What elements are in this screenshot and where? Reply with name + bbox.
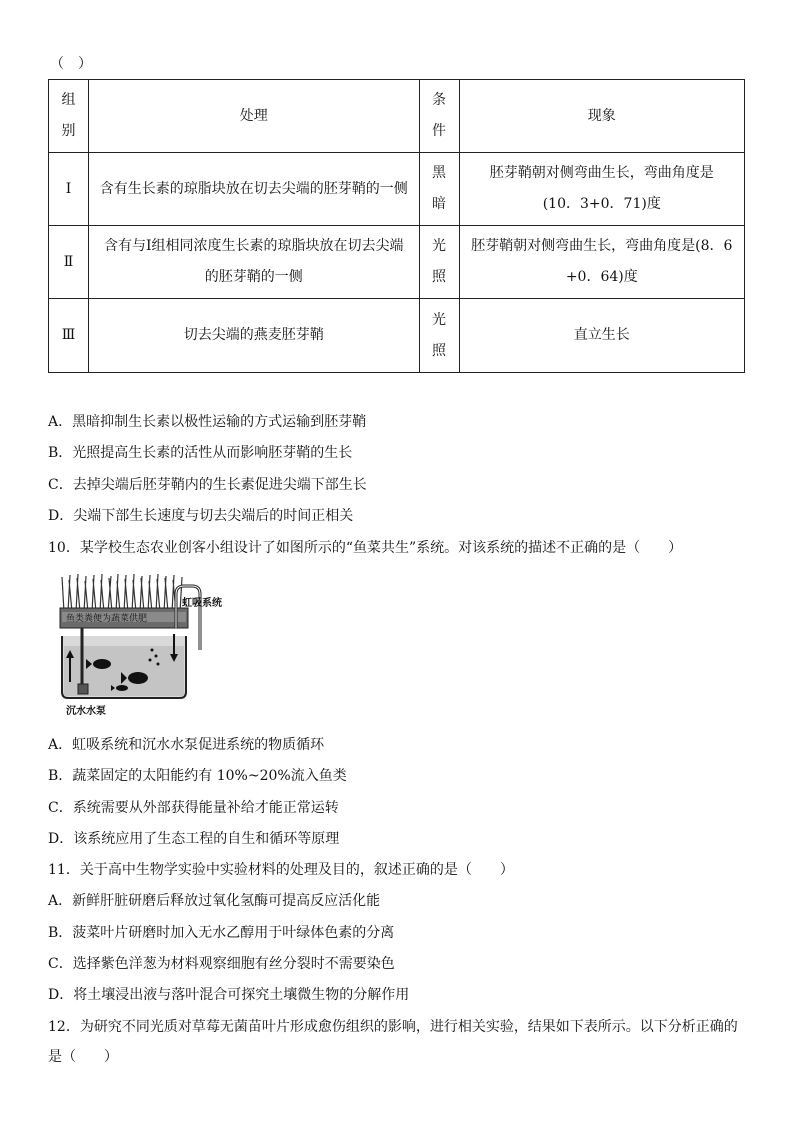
- phenomenon-cell: [459, 226, 744, 299]
- header-condition: 条件: [432, 92, 447, 139]
- aquaponics-figure: [56, 572, 236, 720]
- treatment-cell: 切去尖端的燕麦胚芽鞘: [89, 299, 419, 373]
- q10-option-a: A．虹吸系统和沉水水泵促进系统的物质循环: [48, 737, 325, 753]
- tray-label: 鱼类粪便为蔬菜供肥: [66, 614, 148, 624]
- phenomenon-cell: [459, 153, 744, 226]
- q12-stem-line-1: 12．为研究不同光质对草莓无菌苗叶片形成愈伤组织的影响，进行相关实验，结果如下表所示。以下分析正确的: [48, 1019, 738, 1035]
- table-header-row: [49, 80, 745, 153]
- q9-option-a: A．黑暗抑制生长素以极性运输的方式运输到胚芽鞘: [48, 414, 367, 430]
- table-row: [49, 153, 745, 226]
- q10-stem: 10．某学校生态农业创客小组设计了如图所示的“鱼菜共生”系统。对该系统的描述不正确的是（ ）: [48, 540, 683, 556]
- previous-question-answer-paren: （ ）: [50, 56, 92, 72]
- q10-option-c: C．系统需要从外部获得能量补给才能正常运转: [48, 800, 339, 816]
- treatment-line-2: 的胚芽鞘的一侧: [204, 269, 303, 285]
- submersible-pump: [78, 684, 88, 694]
- q11-option-d: D．将土壤浸出液与落叶混合可探究土壤微生物的分解作用: [48, 987, 410, 1003]
- q10-option-b: B．蔬菜固定的太阳能约有 10%~20%流入鱼类: [48, 768, 347, 784]
- q11-option-a: A．新鲜肝脏研磨后释放过氧化氢酶可提高反应活化能: [48, 893, 381, 909]
- group-cell: Ⅰ: [49, 153, 89, 226]
- condition-cell: 光照: [432, 311, 447, 359]
- header-treatment: 处理: [89, 80, 419, 153]
- q11-option-b: B．菠菜叶片研磨时加入无水乙醇用于叶绿体色素的分离: [48, 925, 395, 941]
- phenomenon-line-1: 胚芽鞘朝对侧弯曲生长，弯曲角度是: [489, 165, 714, 181]
- phenomenon-cell: 直立生长: [459, 299, 744, 373]
- siphon-label: 虹吸系统: [182, 598, 222, 609]
- q9-option-b: B．光照提高生长素的活性从而影响胚芽鞘的生长: [48, 445, 353, 461]
- table-row: [49, 299, 745, 373]
- header-phenomenon: 现象: [459, 80, 744, 153]
- table-row: [49, 226, 745, 299]
- pump-label: 沉水水泵: [66, 706, 106, 717]
- treatment-cell: [89, 226, 419, 299]
- vegetable-plants: [62, 574, 182, 612]
- condition-cell: 黑暗: [432, 165, 447, 212]
- q10-option-d: D．该系统应用了生态工程的自生和循环等原理: [48, 831, 340, 847]
- phenomenon-line-2: (10．3+0．71)度: [542, 196, 661, 212]
- group-cell: Ⅱ: [49, 226, 89, 299]
- treatment-cell: 含有生长素的琼脂块放在切去尖端的胚芽鞘的一侧: [89, 153, 419, 226]
- q11-option-c: C．选择紫色洋葱为材料观察细胞有丝分裂时不需要染色: [48, 956, 395, 972]
- q12-stem-line-2: 是（ ）: [48, 1049, 118, 1065]
- header-group: 组别: [61, 92, 76, 139]
- phenomenon-line-2: +0．64)度: [565, 269, 638, 285]
- condition-cell: 光照: [432, 238, 447, 285]
- treatment-line-1: 含有与Ⅰ组相同浓度生长素的琼脂块放在切去尖端: [104, 238, 404, 254]
- group-cell: Ⅲ: [49, 299, 89, 373]
- q9-option-c: C．去掉尖端后胚芽鞘内的生长素促进尖端下部生长: [48, 477, 367, 493]
- phenomenon-line-1: 胚芽鞘朝对侧弯曲生长，弯曲角度是(8．6: [471, 238, 733, 254]
- q11-stem: 11．关于高中生物学实验中实验材料的处理及目的，叙述正确的是（ ）: [48, 862, 514, 878]
- experiment-table: [48, 79, 745, 373]
- q9-option-d: D．尖端下部生长速度与切去尖端后的时间正相关: [48, 508, 354, 524]
